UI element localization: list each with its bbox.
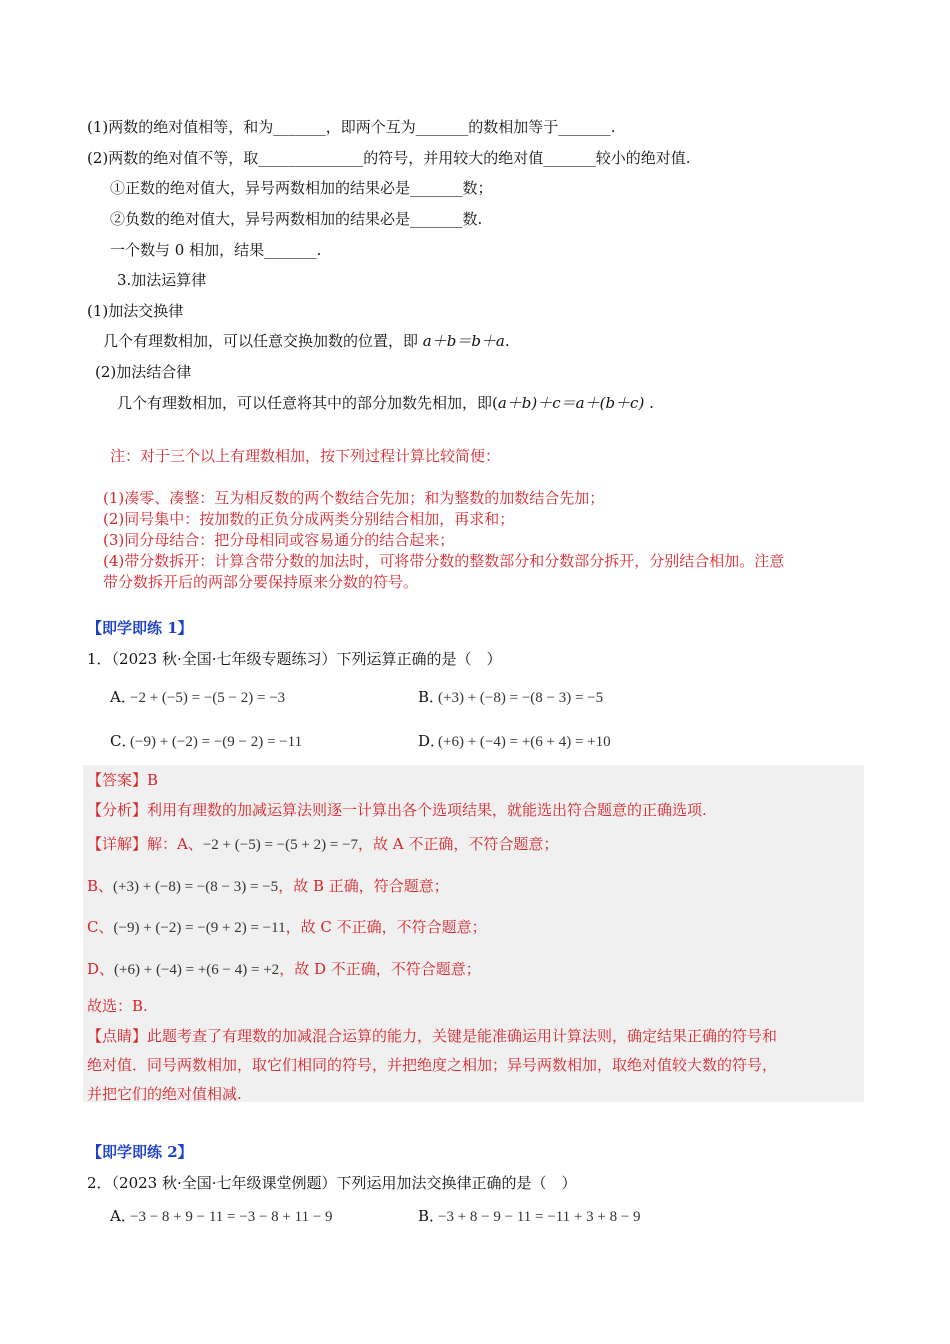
detail-a-end: ，故 A 不正确，不符合题意； xyxy=(358,835,559,853)
detail-b xyxy=(87,876,449,897)
option-c-expr: (−9) + (−2) = −(9 − 2) = −11 xyxy=(130,734,303,750)
detail-d-end: ，故 D 不正确，不符合题意； xyxy=(279,960,481,978)
answer: 【答案】B xyxy=(87,771,159,789)
practice-1-question: 1．（2023 秋·全国·七年级专题练习）下列运算正确的是（ ） xyxy=(87,650,502,668)
option-a xyxy=(110,687,285,708)
comment-line-3: 并把它们的绝对值相减. xyxy=(87,1085,242,1103)
detail-tag: 【详解】解：A、 xyxy=(87,835,203,853)
detail-d-expr: (+6) + (−4) = +(6 − 4) = +2 xyxy=(114,962,280,978)
detail-d-tag: D、 xyxy=(87,960,115,978)
associative-text-a: 几个有理数相加，可以任意将其中的部分加数先相加，即( xyxy=(117,394,498,412)
option-b-label: B． xyxy=(418,688,445,706)
option-b xyxy=(418,687,603,708)
commutative-text-a: 几个有理数相加，可以任意交换加数的位置，即 xyxy=(103,332,423,350)
p2-option-b xyxy=(418,1206,641,1227)
rule-1: (1)两数的绝对值相等，和为_______，即两个互为_______的数相加等于_______. xyxy=(87,118,616,136)
practice-2-question: 2．（2023 秋·全国·七年级课堂例题）下列运用加法交换律正确的是（ ） xyxy=(87,1174,577,1192)
option-c xyxy=(110,731,302,752)
practice-2-header: 【即学即练 2】 xyxy=(87,1143,193,1161)
note-item-1: (1)凑零、凑整：互为相反数的两个数结合先加；和为整数的加数结合先加； xyxy=(103,489,605,507)
commutative-title: (1)加法交换律 xyxy=(87,302,184,320)
analysis: 【分析】利用有理数的加减运算法则逐一计算出各个选项结果，就能选出符合题意的正确选项. xyxy=(87,801,707,819)
option-a-label: A． xyxy=(110,688,136,706)
detail-a xyxy=(87,834,558,855)
associative-text xyxy=(117,393,654,413)
p2-option-a-label: A． xyxy=(110,1207,136,1225)
law-title: 3.加法运算律 xyxy=(117,271,207,289)
p2-option-a-expr: −3 − 8 + 9 − 11 = −3 − 8 + 11 − 9 xyxy=(130,1209,333,1225)
detail-b-end: ，故 B 正确，符合题意； xyxy=(278,877,449,895)
practice-1-header: 【即学即练 1】 xyxy=(87,619,193,637)
detail-c xyxy=(87,917,487,938)
commutative-text xyxy=(103,331,510,351)
rule-2a: ①正数的绝对值大，异号两数相加的结果必是_______数； xyxy=(110,179,493,197)
associative-end: . xyxy=(644,394,654,412)
rule-2b: ②负数的绝对值大，异号两数相加的结果必是_______数. xyxy=(110,210,483,228)
option-d xyxy=(418,731,611,752)
note-item-3: (3)同分母结合：把分母相同或容易通分的结合起来； xyxy=(103,531,455,549)
commutative-formula: a＋b＝b＋a xyxy=(422,332,505,350)
option-d-label: D． xyxy=(418,732,446,750)
p2-option-a xyxy=(110,1206,333,1227)
note-title: 注：对于三个以上有理数相加，按下列过程计算比较简便： xyxy=(110,447,501,465)
option-a-expr: −2 + (−5) = −(5 − 2) = −3 xyxy=(130,690,286,706)
p2-option-b-label: B． xyxy=(418,1207,445,1225)
p2-option-b-expr: −3 + 8 − 9 − 11 = −11 + 3 + 8 − 9 xyxy=(438,1209,641,1225)
detail-b-tag: B、 xyxy=(87,877,114,895)
note-item-2: (2)同号集中：按加数的正负分成两类分别结合相加，再求和； xyxy=(103,510,515,528)
detail-c-end: ，故 C 不正确，不符合题意； xyxy=(285,918,487,936)
note-item-4: (4)带分数拆开：计算含带分数的加法时，可将带分数的整数部分和分数部分拆开，分别结合相加。注意 xyxy=(103,552,785,570)
option-b-expr: (+3) + (−8) = −(8 − 3) = −5 xyxy=(438,690,604,706)
detail-d xyxy=(87,959,481,980)
detail-c-expr: (−9) + (−2) = −(9 + 2) = −11 xyxy=(113,920,286,936)
option-c-label: C． xyxy=(110,732,137,750)
rule-3: 一个数与 0 相加，结果_______. xyxy=(110,241,322,259)
associative-title: (2)加法结合律 xyxy=(95,363,192,381)
detail-b-expr: (+3) + (−8) = −(8 − 3) = −5 xyxy=(113,879,279,895)
choose-answer: 故选：B. xyxy=(87,997,148,1015)
rule-2: (2)两数的绝对值不等，取______________的符号，并用较大的绝对值_______较小的绝对值. xyxy=(87,149,691,167)
detail-a-expr: −2 + (−5) = −(5 + 2) = −7 xyxy=(202,837,358,853)
associative-formula: a＋b)＋c＝a＋(b＋c) xyxy=(497,394,645,412)
detail-c-tag: C、 xyxy=(87,918,114,936)
comment-line-2: 绝对值．同号两数相加，取它们相同的符号，并把绝度之相加；异号两数相加，取绝对值较大数的符号， xyxy=(87,1056,778,1074)
note-item-4-cont: 带分数拆开后的两部分要保持原来分数的符号。 xyxy=(103,573,419,591)
option-d-expr: (+6) + (−4) = +(6 + 4) = +10 xyxy=(438,734,611,750)
comment-line-1: 【点睛】此题考查了有理数的加减混合运算的能力，关键是能准确运用计算法则，确定结果正确的符号和 xyxy=(87,1027,778,1045)
commutative-end: . xyxy=(504,332,510,350)
